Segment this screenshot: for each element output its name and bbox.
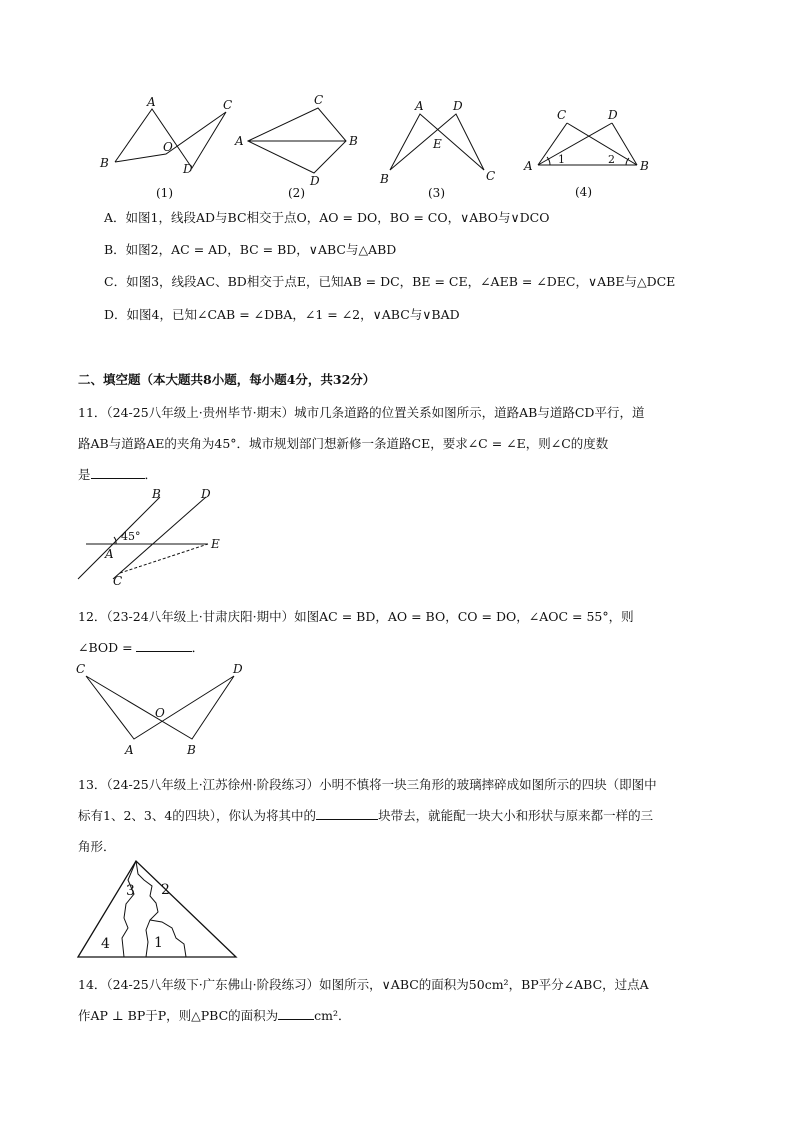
fig1-label-d: D	[183, 162, 193, 176]
fig4-label-a: A	[524, 159, 533, 173]
fig3-label-b: B	[380, 172, 389, 186]
fig1-label-o: O	[163, 140, 173, 154]
q13-label-1: 1	[154, 935, 163, 951]
q12-label-a: A	[125, 743, 134, 757]
figure-q12	[74, 660, 254, 760]
q13-label-4: 4	[101, 936, 110, 952]
q11-line-3: 是 ．	[78, 467, 158, 482]
fig4-label-c: C	[557, 108, 567, 122]
fig4-angle-2: 2	[608, 153, 615, 166]
question-13	[78, 769, 718, 862]
figure-1	[95, 95, 245, 205]
q11-label-a: A	[105, 547, 114, 561]
q12-line-2: ∠BOD = ．	[78, 640, 205, 655]
fig2-label-d: D	[310, 174, 320, 188]
q13-line-1: 13．（24-25八年级上·江苏徐州·阶段练习）小明不慎将一块三角形的玻璃摔碎成如图所示的四块（即图中	[78, 777, 657, 792]
fig1-label-b: B	[100, 156, 109, 170]
q11-label-d: D	[201, 487, 211, 501]
q11-label-c: C	[113, 574, 123, 588]
q12-line-1: 12．（23-24八年级上·甘肃庆阳·期中）如图AC = BD，AO = BO，CO = DO，∠AOC = 55°，则	[78, 609, 634, 624]
option-d: D．如图4，已知∠CAB = ∠DBA，∠1 = ∠2，∨ABC与∨BAD	[104, 307, 460, 322]
option-b: B．如图2，AC = AD，BC = BD，∨ABC与△ABD	[104, 242, 397, 257]
q12-label-c: C	[76, 662, 86, 676]
figure-q11	[78, 487, 238, 587]
figure-4	[522, 103, 662, 203]
fig2-label-c: C	[314, 93, 324, 107]
fig3-caption: (3)	[428, 186, 445, 200]
fig3-label-a: A	[415, 99, 424, 113]
fig3-label-c: C	[486, 169, 496, 183]
q14-answer-blank[interactable]	[278, 1007, 314, 1020]
q13-line-2: 标有1、2、3、4的四块），你认为将其中的 块带去，就能配一块大小和形状与原来都一样的三	[78, 808, 654, 823]
question-12	[78, 601, 718, 663]
fig2-label-a: A	[235, 134, 244, 148]
fig1-lines	[115, 109, 226, 168]
q14-line-2: 作AP ⊥ BP于P，则△PBC的面积为 cm²．	[78, 1008, 351, 1023]
fig1-label-c: C	[223, 98, 233, 112]
q11-line-1: 11．（24-25八年级上·贵州毕节·期末）城市几条道路的位置关系如图所示，道路AB与道路CD平行，道	[78, 405, 645, 420]
option-a: A．如图1，线段AD与BC相交于点O，AO = DO，BO = CO，∨ABO与∨DCO	[104, 210, 550, 225]
q14-line-1: 14．（24-25八年级下·广东佛山·阶段练习）如图所示，∨ABC的面积为50cm²，BP平分∠ABC，过点A	[78, 977, 649, 992]
q12-label-d: D	[233, 662, 243, 676]
q11-label-b: B	[152, 487, 161, 501]
figure-2	[232, 93, 362, 205]
question-11	[78, 397, 718, 490]
fig4-caption: (4)	[575, 185, 592, 199]
section-heading: 二、填空题（本大题共8小题，每小题4分，共32分）	[78, 372, 376, 387]
q13-line-3: 角形．	[78, 839, 116, 854]
fig1-label-a: A	[147, 95, 156, 109]
q13-label-3: 3	[126, 883, 135, 899]
q11-line-2: 路AB与道路AE的夹角为45°．城市规划部门想新修一条道路CE，要求∠C = ∠E，则∠C的度数	[78, 436, 609, 451]
q12-answer-blank[interactable]	[136, 639, 192, 652]
q11-answer-blank[interactable]	[91, 466, 145, 479]
fig2-caption: (2)	[288, 186, 305, 200]
q13-answer-blank[interactable]	[316, 807, 378, 820]
fig4-label-d: D	[608, 108, 618, 122]
q11-label-e: E	[211, 537, 220, 551]
q12-label-o: O	[155, 706, 165, 720]
fig4-label-b: B	[640, 159, 649, 173]
fig1-caption: (1)	[156, 186, 173, 200]
q12-label-b: B	[187, 743, 196, 757]
q13-label-2: 2	[161, 882, 170, 898]
fig4-angle-1: 1	[558, 153, 565, 166]
q11-angle-45: 45°	[121, 530, 141, 543]
figure-q13	[76, 858, 241, 963]
question-14	[78, 969, 718, 1031]
fig3-label-d: D	[453, 99, 463, 113]
fig3-label-e: E	[433, 137, 442, 151]
figure-3	[378, 96, 508, 204]
fig2-label-b: B	[349, 134, 358, 148]
option-c: C．如图3，线段AC、BD相交于点E，已知AB = DC，BE = CE，∠AEB = ∠DEC，∨ABE与△DCE	[104, 274, 676, 289]
